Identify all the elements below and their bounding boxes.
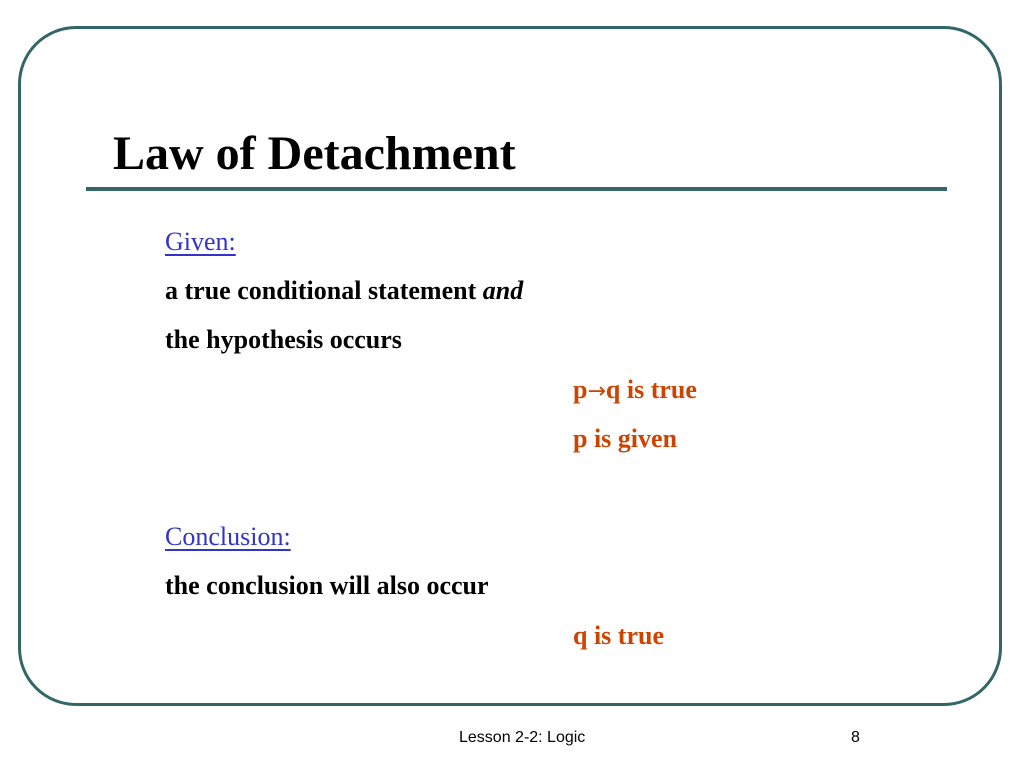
conclusion-heading: Conclusion: [165, 522, 291, 551]
title-underline-rule [86, 187, 947, 191]
given-heading: Given: [165, 227, 236, 256]
symbolic-p: p [573, 375, 588, 404]
given-line-1-emphasis: and [482, 276, 524, 305]
given-line-1 [165, 274, 523, 308]
conclusion-line-1: the conclusion will also occur [165, 571, 489, 600]
given-line-1-text: a true conditional statement [165, 276, 483, 305]
slide-title: Law of Detachment [113, 127, 516, 180]
implies-arrow-icon: → [587, 379, 606, 404]
given-line-2: the hypothesis occurs [165, 325, 402, 354]
footer-lesson-label: Lesson 2-2: Logic [459, 729, 586, 746]
given-symbolic-line-2: p is given [573, 424, 678, 453]
footer-page-number: 8 [851, 729, 860, 746]
given-symbolic-line-1 [573, 373, 697, 409]
symbolic-q-is-true: q is true [605, 375, 697, 404]
conclusion-symbolic-line-1: q is true [573, 621, 664, 650]
